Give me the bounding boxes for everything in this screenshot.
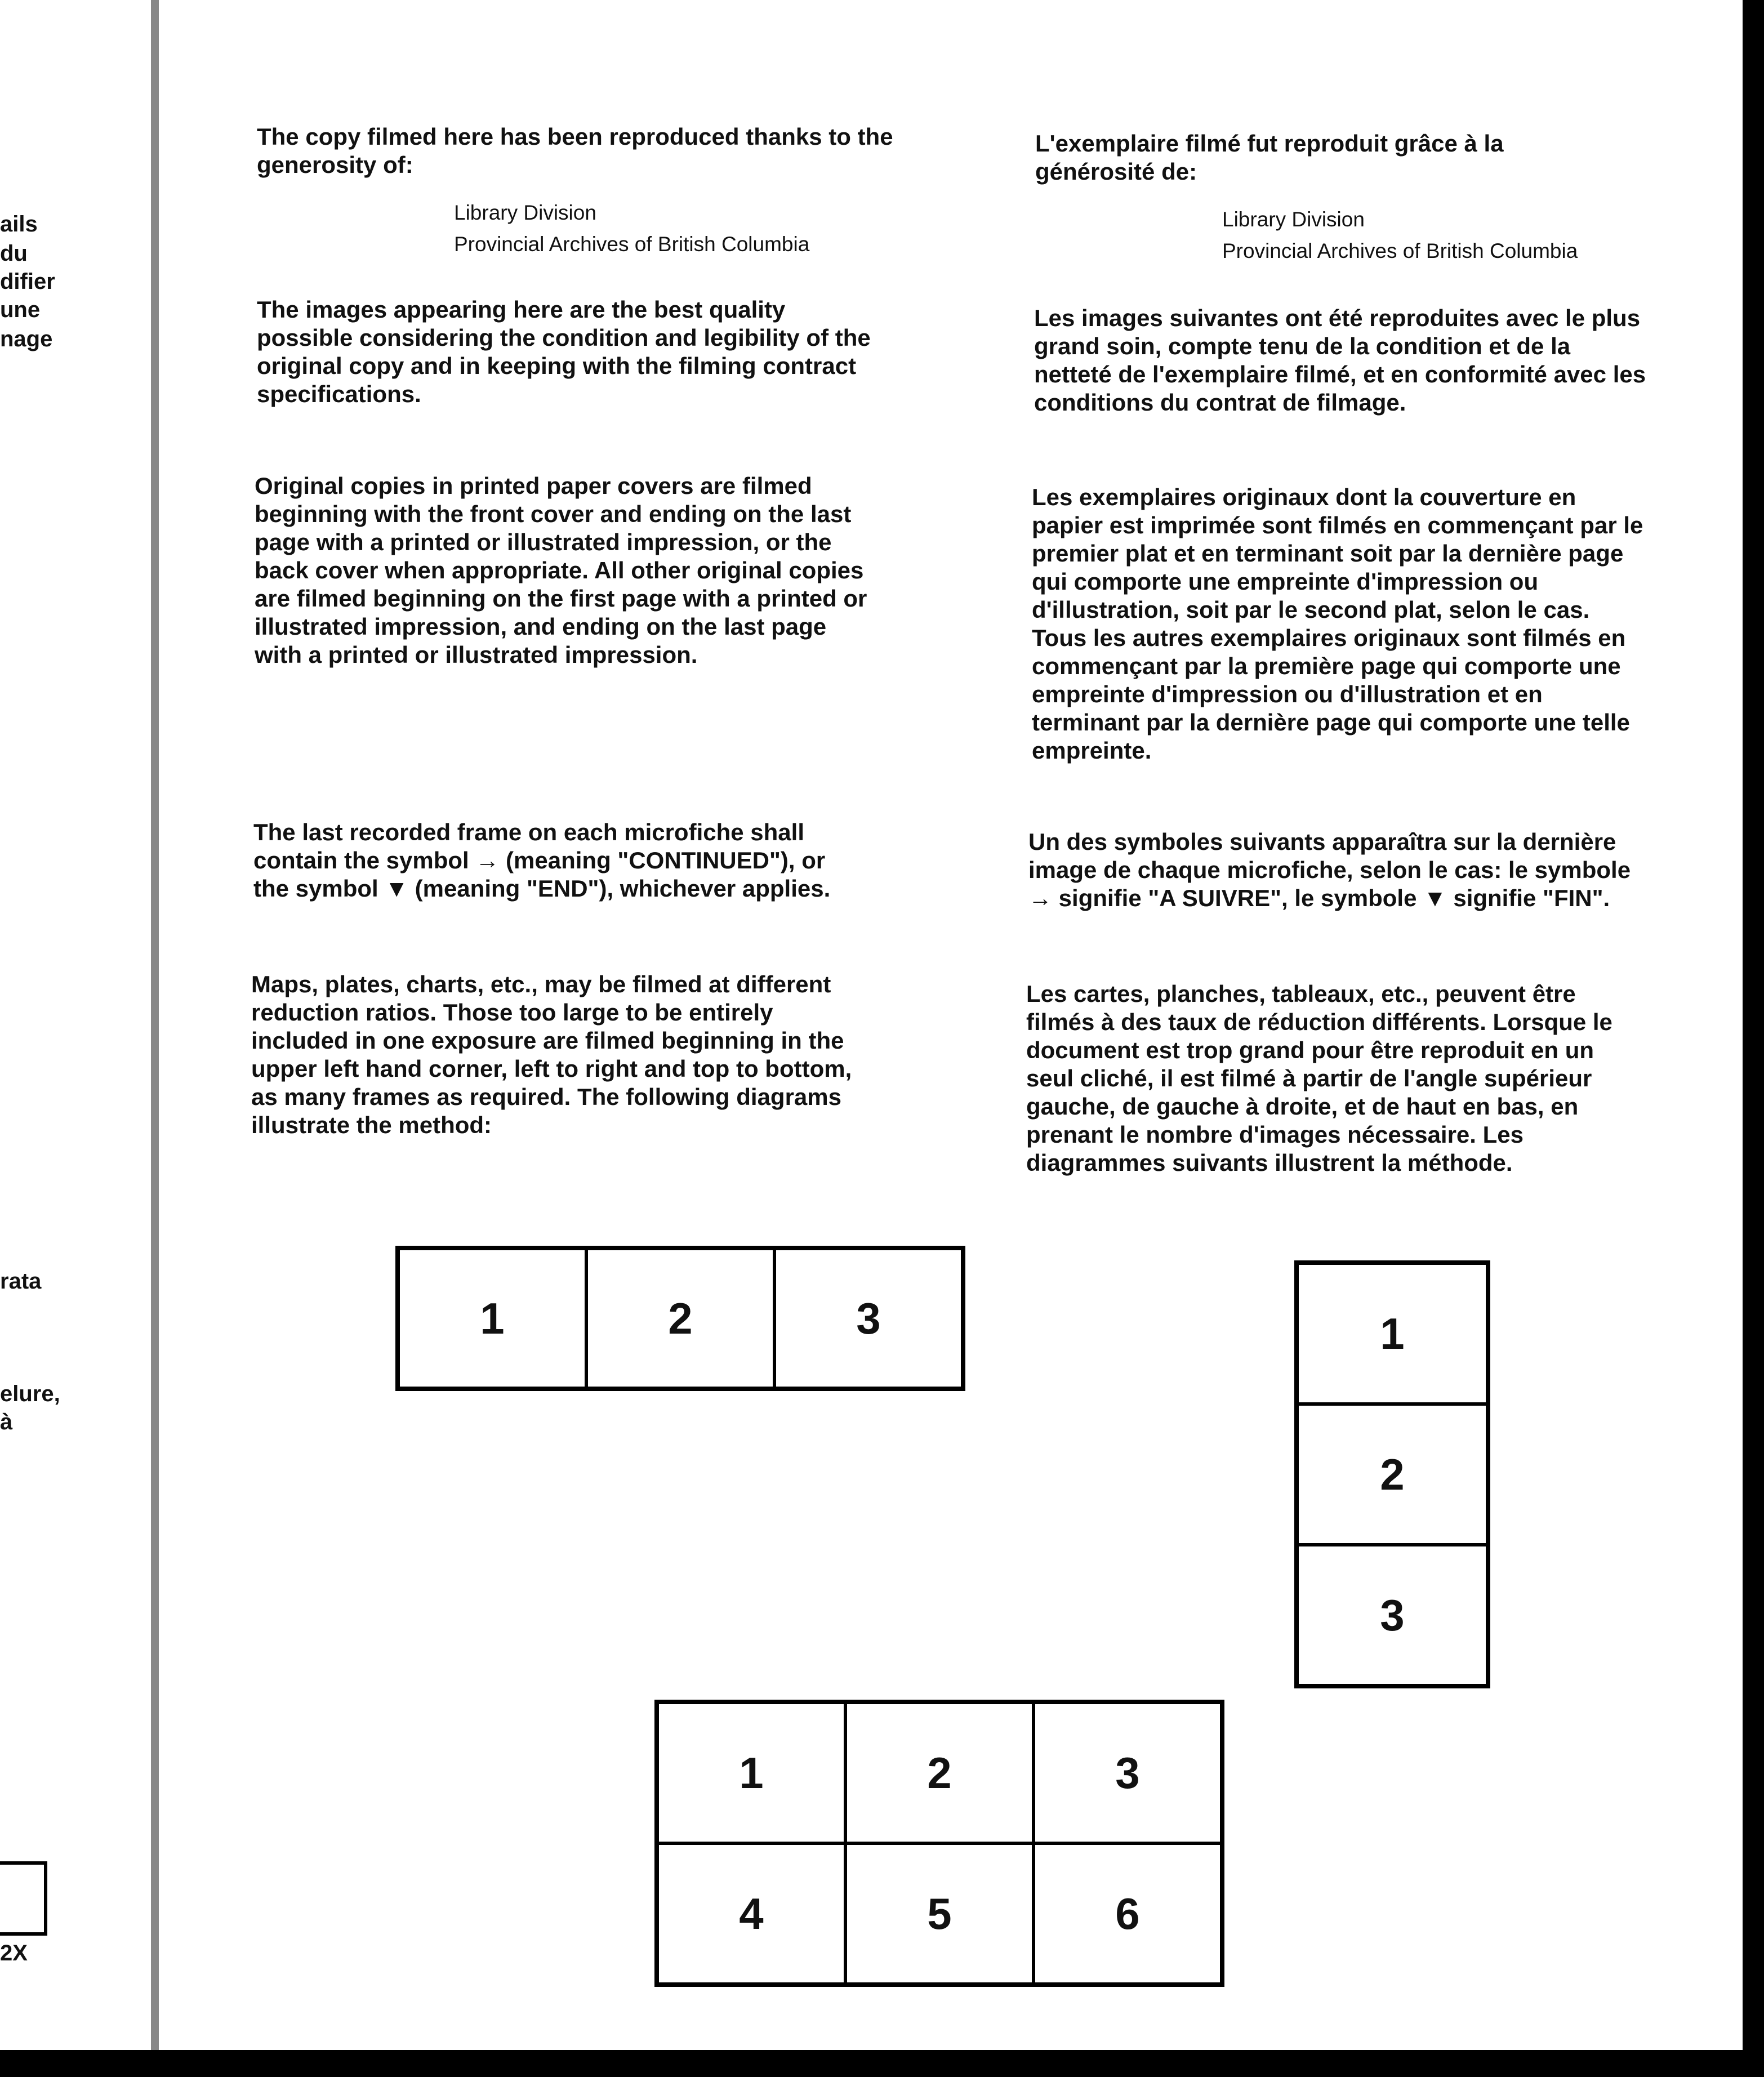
frame-cell: 1 (1297, 1263, 1487, 1404)
left-fragment: difier (0, 269, 55, 294)
frame-cell: 5 (845, 1843, 1034, 1984)
french-covers-paragraph: Les exemplaires originaux dont la couverture en papier est imprimée sont filmés en commençant par le premier plat et en terminant soit par la dernière page qui comporte une empreinte d'impression ou d'illustration, soit par le second plat, selon le cas. Tous les autres exemplaires originaux sont filmés en commençant par la première page qui comporte une empreinte d'impression ou d'illustration et en terminant par la dernière page qui comporte une telle empreinte. (1032, 484, 1643, 764)
horizontal-frame-diagram (395, 1246, 965, 1391)
left-fragment: ails (0, 212, 38, 237)
left-fragment: elure, (0, 1381, 60, 1406)
frame-cell: 1 (398, 1249, 586, 1388)
frame-cell: 2 (845, 1702, 1034, 1843)
left-page-remnant (0, 0, 157, 2077)
left-fragment: rata (0, 1269, 42, 1294)
left-fragment: à (0, 1410, 13, 1434)
english-symbols-paragraph: The last recorded frame on each microfiche shall contain the symbol → (meaning "CONTINUED"), or the symbol ▼ (meaning "END"), whichever applies. (253, 819, 831, 902)
english-institution: Library Division Provincial Archives of British Columbia (454, 201, 810, 256)
reduction-ratio-label: 2X (0, 1941, 28, 1965)
frame-cell: 3 (774, 1249, 963, 1388)
frame-cell: 6 (1034, 1843, 1222, 1984)
french-maps-paragraph: Les cartes, planches, tableaux, etc., peuvent être filmés à des taux de réduction différents. Lorsque le document est trop grand pour être reproduit en un seul cliché, il est filmé à partir de l'angle supérieur gauche, de gauche à droite, et de haut en bas, en prenant le nombre d'images nécessaire. Les diagrammes suivants illustrent la méthode. (1026, 980, 1612, 1176)
frame-cell: 1 (657, 1702, 845, 1843)
reduction-box (0, 1861, 47, 1936)
frame-cell: 4 (657, 1843, 845, 1984)
french-thanks: L'exemplaire filmé fut reproduit grâce à la générosité de: (1035, 130, 1504, 185)
scan-border-right (1743, 0, 1764, 2077)
grid-frame-diagram (654, 1700, 1224, 1987)
french-institution: Library Division Provincial Archives of British Columbia (1222, 208, 1578, 262)
vertical-frame-diagram (1294, 1260, 1490, 1688)
english-thanks: The copy filmed here has been reproduced thanks to the generosity of: (257, 123, 893, 178)
frame-cell: 2 (586, 1249, 774, 1388)
french-quality-paragraph: Les images suivantes ont été reproduites avec le plus grand soin, compte tenu de la condition et de la netteté de l'exemplaire filmé, et en conformité avec les conditions du contrat de filmage. (1034, 305, 1646, 416)
scan-border-bottom (0, 2050, 1764, 2077)
english-covers-paragraph: Original copies in printed paper covers are filmed beginning with the front cover and ending on the last page with a printed or illustrated impression, or the back cover when appropriate. All other original copies are filmed beginning on the first page with a printed or illustrated impression, and ending on the last page with a printed or illustrated impression. (255, 473, 867, 668)
left-fragment: une (0, 297, 41, 322)
french-symbols-paragraph: Un des symboles suivants apparaîtra sur la dernière image de chaque microfiche, selon le cas: le symbole → signifie "A SUIVRE", le symbole ▼ signifie "FIN". (1028, 828, 1631, 911)
frame-cell: 3 (1034, 1702, 1222, 1843)
frame-cell: 2 (1297, 1404, 1487, 1545)
english-maps-paragraph: Maps, plates, charts, etc., may be filmed at different reduction ratios. Those too large to be entirely included in one exposure are filmed beginning in the upper left hand corner, left to right and top to bottom, as many frames as required. The following diagrams illustrate the method: (251, 971, 852, 1138)
frame-cell: 3 (1297, 1545, 1487, 1686)
left-fragment: nage (0, 327, 53, 351)
left-fragment: du (0, 241, 28, 266)
page-gutter-shadow (151, 0, 159, 2077)
english-quality-paragraph: The images appearing here are the best quality possible considering the condition and legibility of the original copy and in keeping with the filming contract specifications. (257, 296, 871, 407)
